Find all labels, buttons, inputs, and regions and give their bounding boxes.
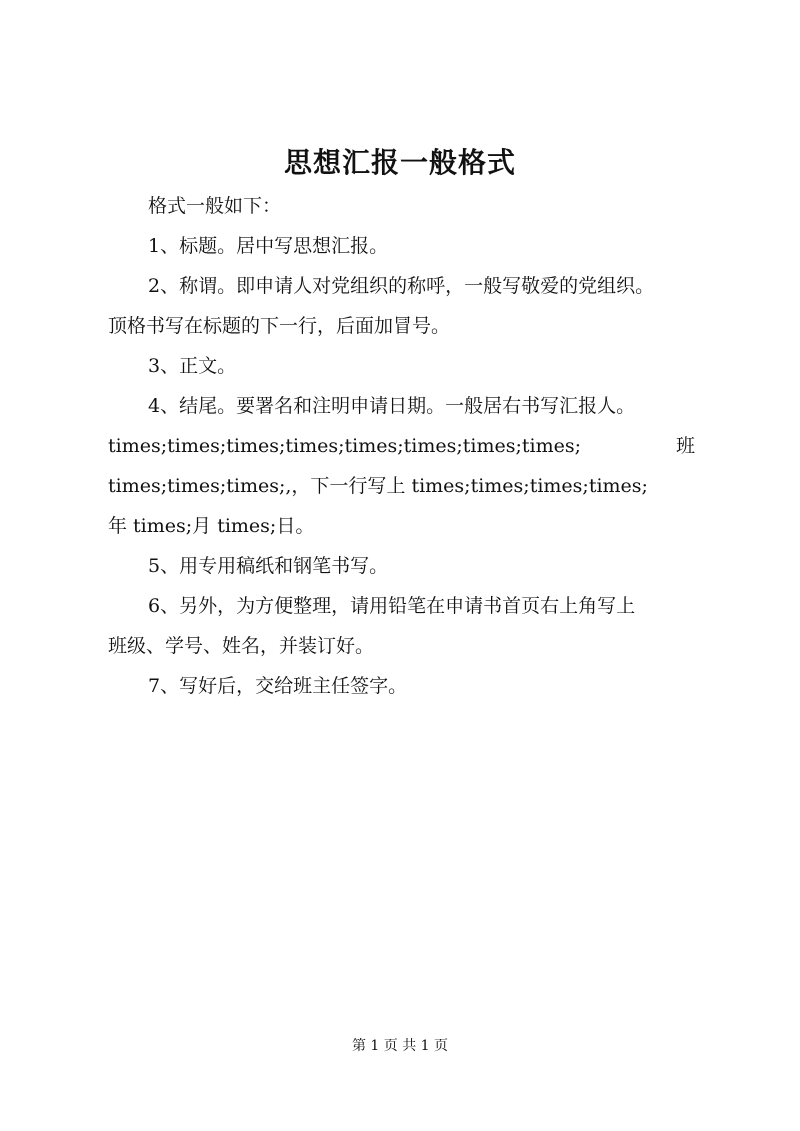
paragraph-item-4-line-4: 年 times;月 times;日。 — [108, 515, 315, 537]
document-body — [108, 186, 708, 706]
paragraph-item-4-line-1: 4、结尾。要署名和注明申请日期。一般居右书写汇报人。 — [148, 395, 636, 417]
paragraph-item-6-line-1: 6、另外，为方便整理，请用铅笔在申请书首页右上角写上 — [148, 595, 636, 617]
paragraph-intro: 格式一般如下： — [148, 195, 282, 217]
page-title: 思想汇报一般格式 — [283, 146, 516, 179]
times-sequence: times;times;times;times;times;times;times;times; — [108, 435, 581, 457]
class-label: 班 — [676, 435, 696, 457]
paragraph-item-7: 7、写好后，交给班主任签字。 — [148, 675, 408, 697]
page-footer: 第 1 页 共 1 页 — [351, 1038, 449, 1054]
paragraph-item-6-line-2: 班级、学号、姓名，并装订好。 — [108, 635, 375, 657]
paragraph-item-4-line-3: times;times;times;,，下一行写上 times;times;times;times; — [108, 475, 648, 497]
paragraph-item-2-line-1: 2、称谓。即申请人对党组织的称呼，一般写敬爱的党组织。 — [148, 275, 655, 297]
paragraph-item-1: 1、标题。居中写思想汇报。 — [148, 235, 389, 257]
paragraph-item-2-line-2: 顶格书写在标题的下一行，后面加冒号。 — [108, 315, 451, 337]
paragraph-item-5: 5、用专用稿纸和钢笔书写。 — [148, 555, 389, 577]
paragraph-item-3: 3、正文。 — [148, 355, 237, 377]
paragraph-item-4-line-2 — [108, 426, 708, 466]
